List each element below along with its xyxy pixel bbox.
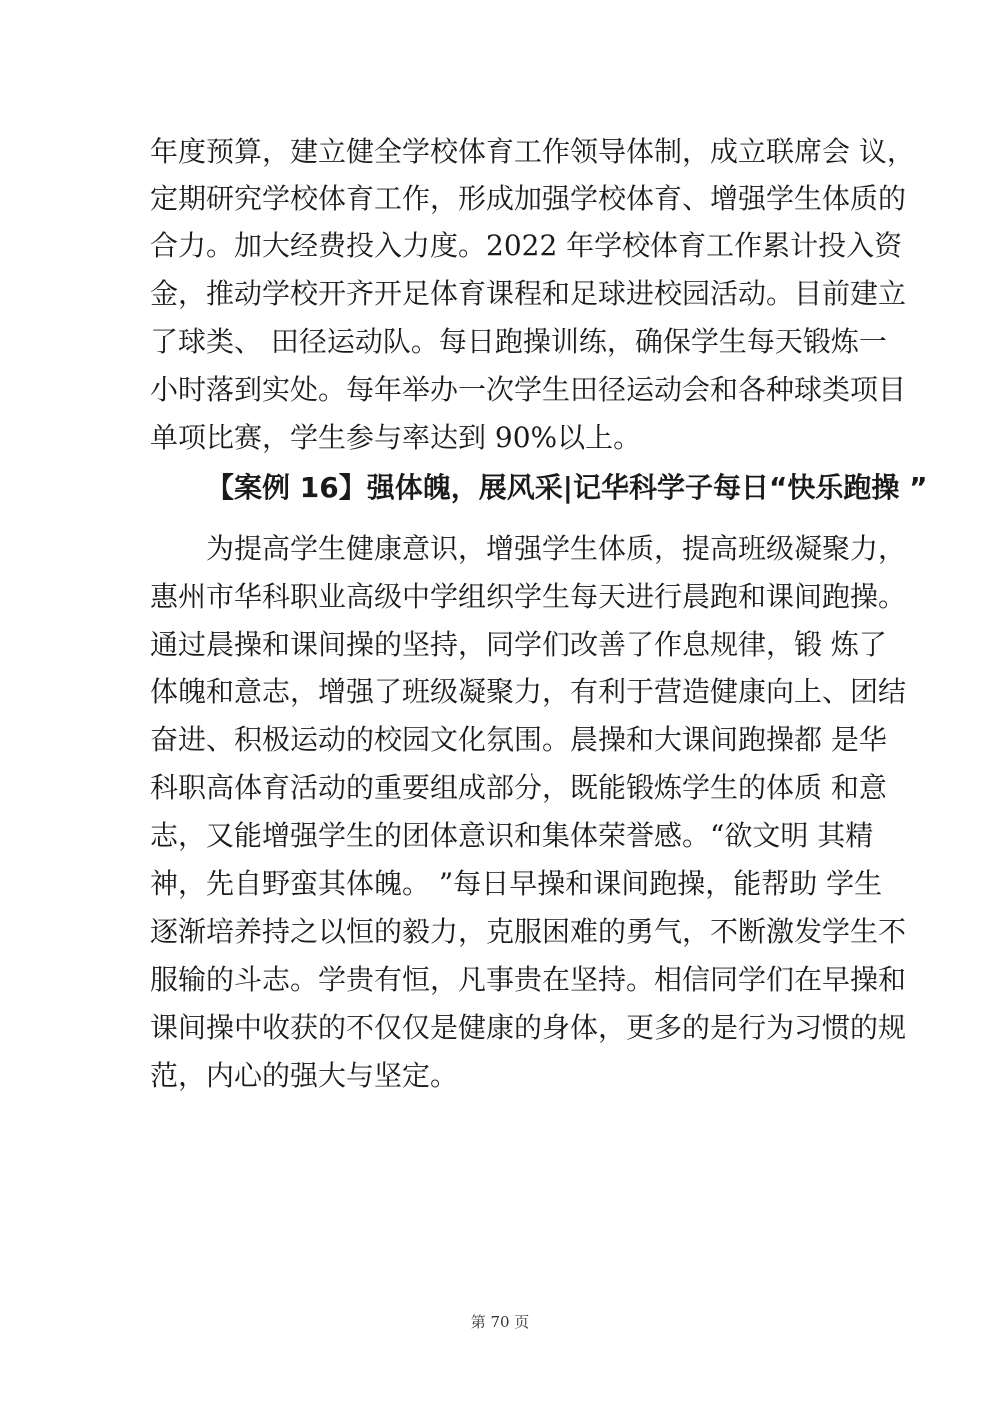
paragraph-1-line-6: 小时落到实处。每年举办一次学生田径运动会和各种球类项目 <box>150 373 907 406</box>
page-number: 第 70 页 <box>470 1313 530 1331</box>
paragraph-2-line-9: 逐渐培养持之以恒的毅力，克服困难的勇气，不断激发学生不 <box>150 915 907 948</box>
paragraph-2-line-1: 为提高学生健康意识，增强学生体质，提高班级凝聚力， <box>206 532 907 565</box>
paragraph-2-line-6: 科职高体育活动的重要组成部分，既能锻炼学生的体质 和意 <box>150 771 887 804</box>
paragraph-1-line-2: 定期研究学校体育工作，形成加强学校体育、增强学生体质的 <box>150 182 907 215</box>
paragraph-2-line-5: 奋进、积极运动的校园文化氛围。晨操和大课间跑操都 是华 <box>150 723 887 756</box>
paragraph-2-line-2: 惠州市华科职业高级中学组织学生每天进行晨跑和课间跑操。 <box>150 580 907 613</box>
paragraph-1-line-7: 单项比赛，学生参与率达到 90%以上。 <box>150 421 642 454</box>
paragraph-1-line-4: 金，推动学校开齐开足体育课程和足球进校园活动。目前建立 <box>150 277 907 310</box>
paragraph-2-line-10: 服输的斗志。学贵有恒，凡事贵在坚持。相信同学们在早操和 <box>150 963 907 996</box>
paragraph-2-line-4: 体魄和意志，增强了班级凝聚力，有利于营造健康向上、团结 <box>150 675 907 708</box>
paragraph-2-line-3: 通过晨操和课间操的坚持，同学们改善了作息规律，锻 炼了 <box>150 628 887 661</box>
paragraph-1-line-3: 合力。加大经费投入力度。2022 年学校体育工作累计投入资 <box>150 229 903 262</box>
paragraph-1-line-1: 年度预算，建立健全学校体育工作领导体制，成立联席会 议， <box>150 135 915 168</box>
paragraph-2-line-8: 神，先自野蛮其体魄。 ”每日早操和课间跑操，能帮助 学生 <box>150 867 883 900</box>
paragraph-2-line-7: 志，又能增强学生的团体意识和集体荣誉感。“欲文明 其精 <box>150 819 874 852</box>
paragraph-2-line-11: 课间操中收获的不仅仅是健康的身体，更多的是行为习惯的规 <box>150 1011 907 1044</box>
paragraph-2-line-12: 范，内心的强大与坚定。 <box>150 1059 459 1092</box>
paragraph-1-line-5: 了球类、 田径运动队。每日跑操训练，确保学生每天锻炼一 <box>150 325 887 358</box>
case-heading: 【案例 16】强体魄，展风采|记华科学子每日“快乐跑操 ” <box>206 471 928 504</box>
